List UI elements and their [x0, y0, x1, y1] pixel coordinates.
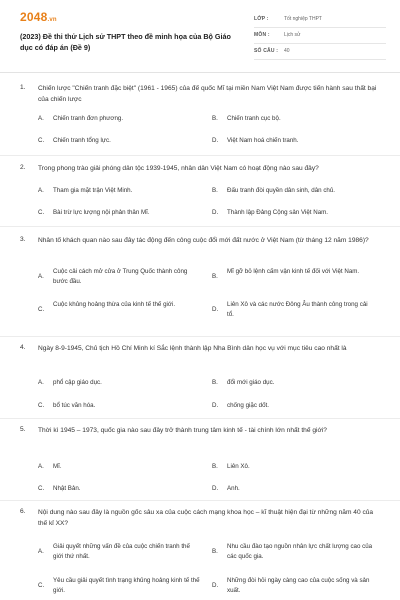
option-text: Giải quyết những vấn đề của cuộc chiến tranh thế giới thứ nhất. — [53, 543, 190, 560]
logo-suffix-text: .vn — [47, 17, 57, 23]
option-letter: A. — [38, 187, 44, 194]
option-text: Liên Xô. — [227, 463, 250, 470]
option-letter: D. — [212, 582, 219, 589]
question-number: 6. — [20, 508, 26, 515]
question-text: Thời kì 1945 – 1973, quốc gia nào sau đây trở thành trung tâm kinh tế - tài chính lớn nhất thế giới? — [38, 427, 327, 434]
option-letter: C. — [38, 209, 45, 216]
option-letter: B. — [212, 463, 218, 470]
option-letter: A. — [38, 548, 44, 555]
option-letter: A. — [38, 115, 44, 122]
meta-value: Tốt nghiệp THPT — [284, 16, 322, 22]
option-letter: B. — [212, 548, 218, 555]
option-text: Cuộc khủng hoảng thừa của kinh tế thế giới. — [53, 301, 176, 308]
document-title: (2023) Đề thi thử Lịch sử THPT theo đề minh họa của Bộ Giáo dục có đáp án (Đề 9) — [20, 32, 231, 52]
question-divider — [0, 226, 400, 227]
option-text: Chiến tranh cục bộ. — [227, 115, 281, 122]
option-text: phổ cập giáo dục. — [53, 379, 102, 386]
option-letter: A. — [38, 273, 44, 280]
option-text: Nhu cầu đào tạo nguồn nhân lực chất lượng cao của các quốc gia. — [227, 543, 373, 560]
question-text: Ngày 8-9-1945, Chủ tịch Hồ Chí Minh kí Sắc lệnh thành lập Nha Bình dân học vụ với mục tiêu cao nhất là — [38, 345, 347, 352]
meta-row-class — [254, 14, 386, 28]
question-number: 3. — [20, 236, 26, 243]
option-letter: D. — [212, 485, 219, 492]
option-letter: C. — [38, 402, 45, 409]
option-text: Cuộc cải cách mở cửa ở Trung Quốc thành công bước đầu. — [53, 268, 188, 285]
option-letter: B. — [212, 115, 218, 122]
site-logo[interactable] — [20, 10, 57, 24]
option-letter: C. — [38, 485, 45, 492]
option-letter: C. — [38, 137, 45, 144]
option-text: Mĩ. — [53, 463, 62, 470]
question-text: Nhân tố khách quan nào sau đây tác động đến công cuộc đổi mới đất nước ở Việt Nam (từ tháng 12 năm 1986)? — [38, 237, 369, 244]
question-text: Nội dung nào sau đây là nguồn gốc sâu xa của cuộc cách mạng khoa học – kĩ thuật hiện đại từ những năm 40 của thế kỉ XX? — [38, 509, 374, 527]
option-letter: B. — [212, 379, 218, 386]
option-text: Chiến tranh đơn phương. — [53, 115, 124, 122]
option-letter: A. — [38, 379, 44, 386]
option-letter: C. — [38, 582, 45, 589]
question-divider — [0, 336, 400, 337]
option-text: Mĩ gỡ bỏ lệnh cấm vận kinh tế đối với Việt Nam. — [227, 268, 360, 275]
meta-key: SỐ CÂU : — [254, 48, 279, 54]
header-divider — [0, 72, 400, 73]
option-letter: B. — [212, 187, 218, 194]
option-text: bổ túc văn hóa. — [53, 402, 96, 409]
option-text: Chiến tranh tổng lực. — [53, 137, 111, 144]
question-divider — [0, 500, 400, 501]
option-text: Tham gia mặt trận Việt Minh. — [53, 187, 133, 194]
option-letter: C. — [38, 306, 45, 313]
meta-row-subject — [254, 30, 386, 44]
option-text: đổi mới giáo dục. — [227, 379, 275, 386]
option-text: Việt Nam hoá chiến tranh. — [227, 137, 299, 144]
question-text: Trong phong trào giải phóng dân tộc 1939-1945, nhân dân Việt Nam có hoạt động nào sau đây? — [38, 165, 319, 172]
option-text: chống giặc dốt. — [227, 402, 269, 409]
question-divider — [0, 418, 400, 419]
meta-value: 40 — [284, 48, 290, 54]
document-meta — [254, 14, 386, 62]
option-text: Đấu tranh đòi quyền dân sinh, dân chủ. — [227, 187, 336, 194]
option-letter: D. — [212, 306, 219, 313]
option-text: Thành lập Đảng Cộng sản Việt Nam. — [227, 209, 329, 216]
question-number: 1. — [20, 84, 26, 91]
option-text: Những đòi hỏi ngày càng cao của cuộc sống và sản xuất. — [227, 577, 370, 594]
logo-main-text: 2048 — [20, 10, 48, 24]
option-letter: D. — [212, 209, 219, 216]
question-number: 2. — [20, 164, 26, 171]
question-divider — [0, 155, 400, 156]
option-text: Liên Xô và các nước Đông Âu thành công trong cải tổ. — [227, 301, 368, 318]
option-text: Yêu cầu giải quyết tình trạng khủng hoảng kinh tế thế giới. — [53, 577, 200, 594]
question-number: 5. — [20, 426, 26, 433]
option-text: Nhật Bản. — [53, 485, 81, 492]
option-letter: B. — [212, 273, 218, 280]
option-text: Anh. — [227, 485, 240, 492]
option-letter: D. — [212, 402, 219, 409]
meta-key: MÔN : — [254, 32, 270, 38]
option-letter: A. — [38, 463, 44, 470]
option-letter: D. — [212, 137, 219, 144]
question-text: Chiến lược "Chiến tranh đặc biệt" (1961 - 1965) của đế quốc Mĩ tại miền Nam Việt Nam được tiến hành sau thất bại của chiến lược — [38, 85, 377, 103]
question-number: 4. — [20, 344, 26, 351]
option-text: Bài trừ lực lượng nội phản thân Mĩ. — [53, 209, 150, 216]
meta-value: Lịch sử — [284, 32, 301, 38]
meta-row-question-count — [254, 46, 386, 60]
document-header — [0, 0, 400, 62]
meta-key: LỚP : — [254, 16, 269, 22]
